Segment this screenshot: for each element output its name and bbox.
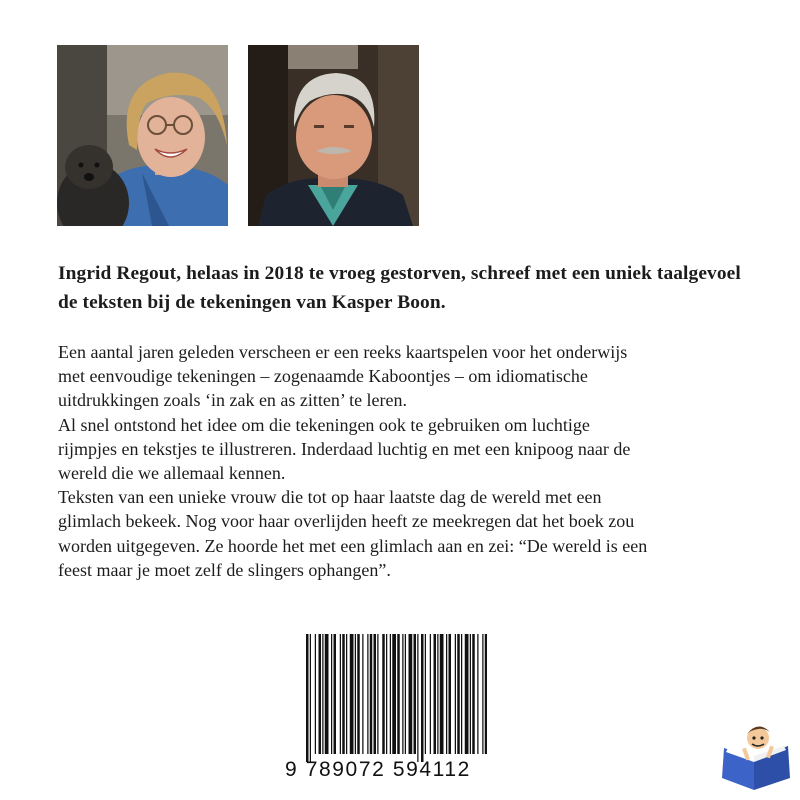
barcode-bar: [449, 634, 452, 754]
barcode-bar: [306, 634, 309, 762]
barcode-bar: [346, 634, 347, 754]
barcode-bar: [331, 634, 332, 754]
barcode-bar: [319, 634, 322, 754]
barcode-bar: [334, 634, 337, 754]
barcode-bar: [477, 634, 478, 754]
body-line: glimlach bekeek. Nog voor haar overlijden heeft ze meekregen dat het boek zou: [58, 511, 635, 532]
barcode-bar: [470, 634, 471, 754]
barcode-bar: [409, 634, 413, 754]
barcode-bar: [440, 634, 444, 754]
barcode-bar: [465, 634, 469, 754]
barcode-bar: [414, 634, 417, 754]
barcode-bar: [482, 634, 483, 754]
barcode-bar: [315, 634, 316, 754]
barcode-bar: [425, 634, 426, 754]
barcode-bar: [342, 634, 345, 754]
barcode-bar: [322, 634, 323, 754]
barcode-bar: [362, 634, 363, 754]
barcode-bar: [417, 634, 418, 762]
body-line: worden uitgegeven. Ze hoorde het met een glimlach aan en zei: “De wereld is een: [58, 535, 648, 556]
body-line: Een aantal jaren geleden verscheen er een reeks kaartspelen voor het onderwijs: [58, 342, 628, 362]
barcode-bar: [397, 634, 400, 754]
barcode-bar: [485, 634, 487, 754]
barcode-bar: [357, 634, 360, 754]
barcode-bar: [374, 634, 377, 754]
barcode-bar: [392, 634, 396, 754]
intro-paragraph: Ingrid Regout, helaas in 2018 te vroeg gestorven, schreef met een uniek taalgevoel de teksten bij de tekeningen van Kasper Boon.: [58, 263, 741, 313]
isbn-barcode: [306, 634, 487, 762]
barcode-bar: [437, 634, 438, 754]
body-line: uitdrukkingen zoals ‘in zak en as zitten’ te leren.: [58, 390, 408, 411]
barcode-bar: [455, 634, 456, 754]
barcode-bar: [370, 634, 373, 754]
barcode-bar: [310, 634, 311, 762]
body-line: rijmpjes en tekstjes te illustreren. Inderdaad luchtig en met een knipoog naar de: [58, 438, 631, 459]
barcode-bar: [325, 634, 329, 754]
barcode-bar: [402, 634, 403, 754]
body-line: wereld die we allemaal kennen.: [58, 463, 286, 484]
isbn-number: 9 789072 594112: [285, 758, 471, 781]
barcode-bar: [461, 634, 462, 754]
author-photo-ingrid: [57, 45, 228, 226]
barcode-bar: [472, 634, 475, 754]
body-paragraph: [58, 340, 758, 582]
barcode-bar: [430, 634, 431, 754]
body-line: Al snel ontstond het idee om die tekeningen ook te gebruiken om luchtige: [58, 414, 590, 435]
barcode-bar: [350, 634, 354, 754]
body-line: feest maar je moet zelf de slingers ophangen”.: [58, 559, 391, 580]
barcode-bar: [421, 634, 424, 762]
barcode-bar: [405, 634, 406, 754]
barcode-bar: [367, 634, 368, 754]
author-photo-kasper: [248, 45, 419, 226]
reading-book-mascot-icon: [718, 718, 794, 794]
body-line: met eenvoudige tekeningen – zogenaamde Kaboontjes – om idiomatische: [58, 366, 588, 387]
barcode-bar: [386, 634, 387, 754]
barcode-bar: [382, 634, 385, 754]
barcode-bar: [434, 634, 437, 754]
barcode-bar: [457, 634, 460, 754]
barcode-bar: [355, 634, 356, 754]
body-line: Teksten van een unieke vrouw die tot op haar laatste dag de wereld met een: [58, 487, 602, 508]
barcode-bar: [340, 634, 341, 754]
barcode-bar: [446, 634, 447, 754]
barcode-bar: [377, 634, 378, 754]
barcode-bar: [390, 634, 391, 754]
